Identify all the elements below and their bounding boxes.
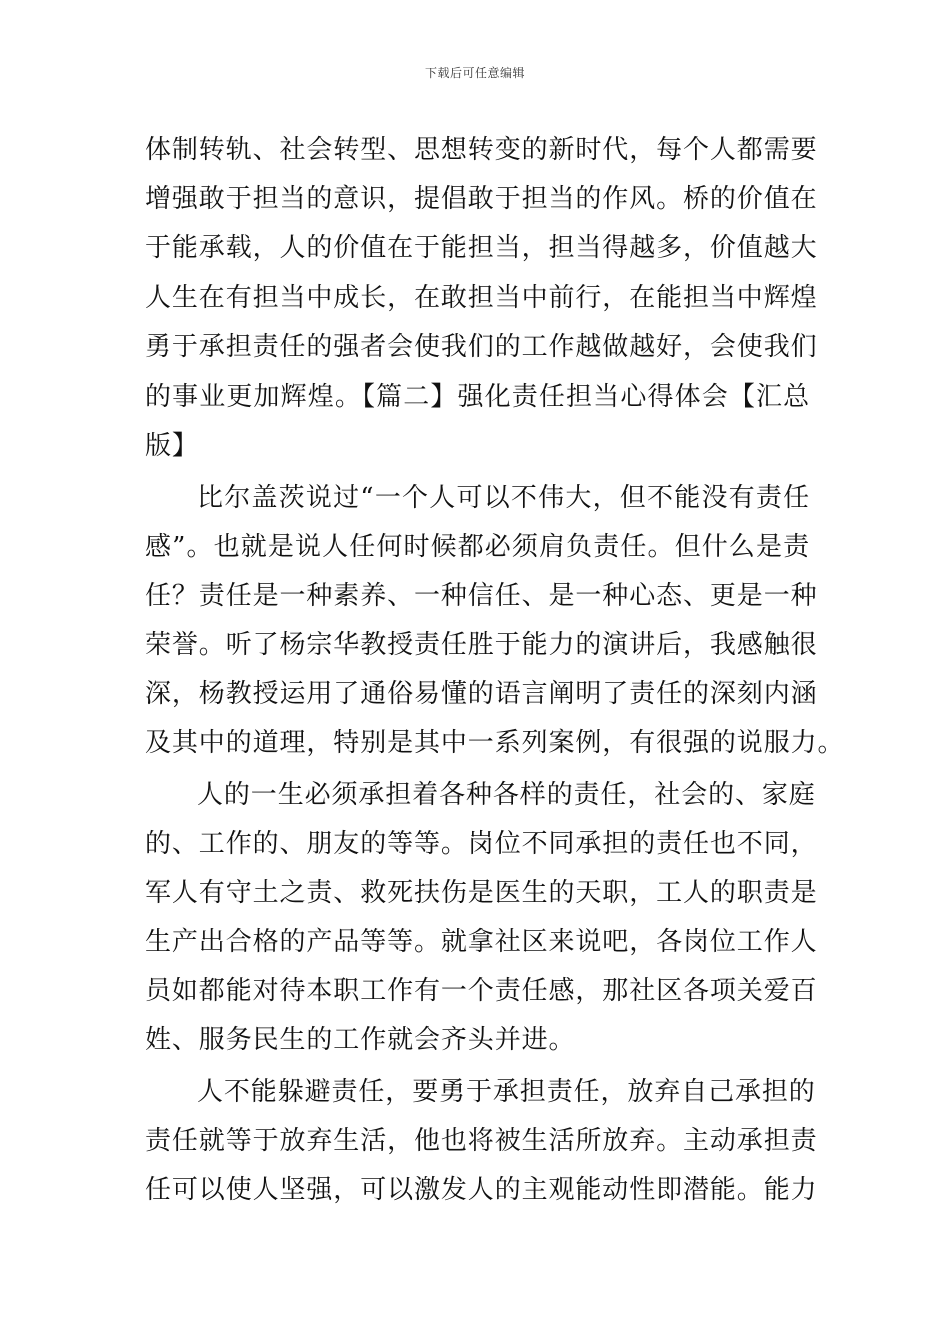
body-line-6: 的事业更加辉煌。【篇二】强化责任担当心得体会【汇总: [145, 382, 810, 412]
paragraph-2-line-6: 及其中的道理，特别是其中一系列案例，有很强的说服力。: [145, 728, 845, 758]
paragraph-3-line-1: 人的一生必须承担着各种各样的责任，社会的、家庭: [197, 780, 816, 810]
paragraph-3-line-3: 军人有守土之责、救死扶伤是医生的天职，工人的职责是: [145, 878, 818, 908]
paragraph-3-line-5: 员如都能对待本职工作有一个责任感，那社区各项关爱百: [145, 976, 818, 1006]
paragraph-2-line-2: 感”。也就是说人任何时候都必须肩负责任。但什么是责: [145, 532, 810, 562]
paragraph-3-line-2: 的、工作的、朋友的等等。岗位不同承担的责任也不同，: [145, 829, 818, 859]
body-line-4: 人生在有担当中成长，在敢担当中前行，在能担当中辉煌: [145, 283, 818, 313]
paragraph-2-line-3: 任？责任是一种素养、一种信任、是一种心态、更是一种: [145, 581, 818, 611]
paragraph-3-line-4: 生产出合格的产品等等。就拿社区来说吧，各岗位工作人: [145, 927, 818, 957]
body-line-7: 版】: [145, 431, 199, 461]
page-header: 下载后可任意编辑: [424, 66, 525, 80]
body-line-5: 勇于承担责任的强者会使我们的工作越做越好，会使我们: [145, 332, 818, 362]
paragraph-3-line-6: 姓、服务民生的工作就会齐头并进。: [145, 1025, 576, 1055]
paragraph-4-line-2: 责任就等于放弃生活，他也将被生活所放弃。主动承担责: [145, 1126, 818, 1156]
paragraph-2-line-5: 深，杨教授运用了通俗易懂的语言阐明了责任的深刻内涵: [145, 679, 818, 709]
paragraph-2-line-4: 荣誉。听了杨宗华教授责任胜于能力的演讲后，我感触很: [145, 630, 818, 660]
paragraph-4-line-3: 任可以使人坚强，可以激发人的主观能动性即潜能。能力: [145, 1175, 818, 1205]
paragraph-2-line-1: 比尔盖茨说过“一个人可以不伟大，但不能没有责任: [197, 483, 810, 513]
paragraph-4-line-1: 人不能躲避责任，要勇于承担责任，放弃自己承担的: [197, 1077, 816, 1107]
body-line-2: 增强敢于担当的意识，提倡敢于担当的作风。桥的价值在: [145, 184, 818, 214]
body-line-3: 于能承载，人的价值在于能担当，担当得越多，价值越大: [145, 233, 818, 263]
body-line-1: 体制转轨、社会转型、思想转变的新时代，每个人都需要: [145, 135, 818, 165]
